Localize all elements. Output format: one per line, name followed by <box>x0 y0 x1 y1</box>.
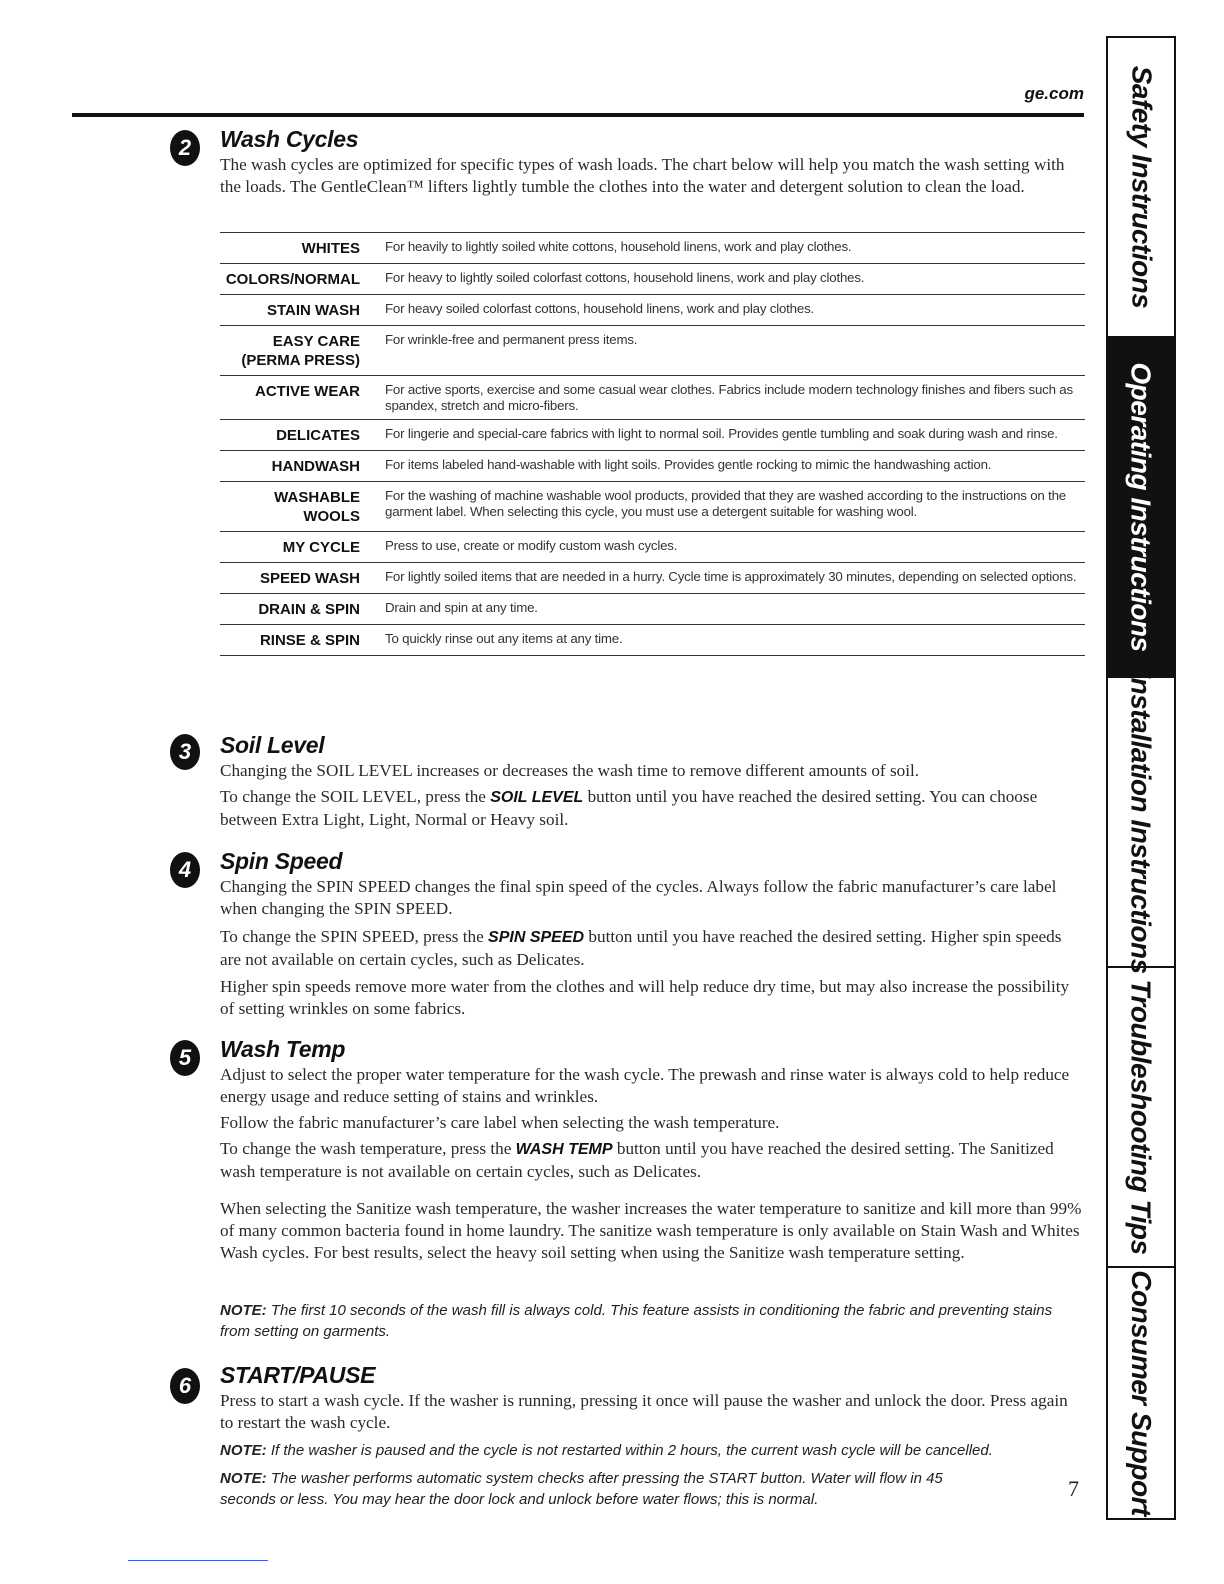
cycle-row <box>220 232 1085 263</box>
cycle-row <box>220 294 1085 325</box>
cycle-row <box>220 325 1085 375</box>
cycle-name: STAIN WASH <box>266 302 360 319</box>
cycle-row <box>220 263 1085 294</box>
cycle-description: For the washing of machine washable wool products, provided that they are washed according to the instructions on the garment label. When selecting this cycle, you must use a detergent suitable for washing wool. <box>385 488 1067 519</box>
cycle-name: HANDWASH <box>271 458 360 475</box>
site-url: ge.com <box>1024 84 1084 103</box>
cycle-description: For active sports, exercise and some casual wear clothes. Fabrics include modern technology finishes and fibers such as spandex, stretch and micro-fibers. <box>385 382 1073 413</box>
section-title: Soil Level <box>220 732 325 758</box>
paragraph: Follow the fabric manufacturer’s care label when selecting the wash temperature. <box>220 1113 780 1132</box>
section-number-badge: 4 <box>170 852 200 888</box>
cycle-description: Drain and spin at any time. <box>385 600 538 615</box>
section-title: START/PAUSE <box>220 1362 376 1388</box>
paragraph: When selecting the Sanitize wash temperature, the washer increases the water temperature to sanitize and kill more than 99% of many common bacteria found in home laundry. The sanitize wash temperature is only available on Stain Wash and Whites Wash cycles. For best results, select the heavy soil setting when using the Sanitize wash temperature setting. <box>220 1199 1082 1262</box>
cycle-description: For items labeled hand-washable with light soils. Provides gentle rocking to mimic the handwashing action. <box>385 457 992 472</box>
cycle-description: To quickly rinse out any items at any time. <box>385 631 623 646</box>
paragraph: To change the SOIL LEVEL, press the SOIL LEVEL button until you have reached the desired setting. You can choose between Extra Light, Light, Normal or Heavy soil. <box>220 787 1038 829</box>
cycle-name: RINSE & SPIN <box>259 632 360 649</box>
cycle-row <box>220 419 1085 450</box>
cycle-description: For heavy to lightly soiled colorfast cottons, household linens, work and play clothes. <box>385 270 865 285</box>
note-label: NOTE: <box>220 1302 267 1319</box>
button-name: SPIN SPEED <box>488 929 585 946</box>
paragraph: To change the SPIN SPEED, press the SPIN SPEED button until you have reached the desired setting. Higher spin speeds are not available on certain cycles, such as Delicates. <box>220 927 1062 969</box>
cycle-description: Press to use, create or modify custom wash cycles. <box>385 538 678 553</box>
tab-operating-instructions[interactable] <box>1108 338 1174 678</box>
cycle-description: For lingerie and special-care fabrics with light to normal soil. Provides gentle tumbling and soak during wash and rinse. <box>385 426 1058 441</box>
button-name: SOIL LEVEL <box>490 789 584 806</box>
button-name: WASH TEMP <box>515 1141 613 1158</box>
wash-cycles-table <box>220 232 1085 656</box>
section-number-badge: 6 <box>170 1368 200 1404</box>
header-rule <box>72 113 1084 117</box>
tab-label: Troubleshooting Tips <box>1126 979 1157 1255</box>
paragraph: Press to start a wash cycle. If the washer is running, pressing it once will pause the washer and unlock the door. Press again to restart the wash cycle. <box>220 1391 1068 1432</box>
section-title: Spin Speed <box>220 848 343 874</box>
section-title: Wash Temp <box>220 1036 346 1062</box>
tab-label: Operating Instructions <box>1126 362 1157 652</box>
cycle-name: COLORS/NORMAL <box>225 271 360 288</box>
cycle-name: ACTIVE WEAR <box>255 383 360 400</box>
paragraph: Changing the SOIL LEVEL increases or decreases the wash time to remove different amounts of soil. <box>220 761 920 780</box>
section-number-badge: 5 <box>170 1040 200 1076</box>
paragraph: To change the wash temperature, press the WASH TEMP button until you have reached the desired setting. The Sanitized wash temperature is not available on certain cycles, such as Delicates. <box>220 1139 1054 1181</box>
cycle-description: For heavy soiled colorfast cottons, household linens, work and play clothes. <box>385 301 815 316</box>
section-number-badge: 2 <box>170 130 200 166</box>
side-tab-bar <box>1106 36 1176 1520</box>
cycle-name: SPEED WASH <box>259 570 360 587</box>
cycle-name: MY CYCLE <box>282 539 360 556</box>
section-number-badge: 3 <box>170 734 200 770</box>
cycle-name: WASHABLE WOOLS <box>274 489 360 525</box>
cycle-row <box>220 531 1085 562</box>
cycle-row <box>220 562 1085 593</box>
note: NOTE: If the washer is paused and the cycle is not restarted within 2 hours, the current wash cycle will be cancelled. <box>220 1442 993 1459</box>
cycle-name: DELICATES <box>276 427 360 444</box>
cycle-row <box>220 593 1085 624</box>
cycle-name: DRAIN & SPIN <box>258 601 360 618</box>
cycle-description: For wrinkle-free and permanent press items. <box>385 332 638 347</box>
section-title: Wash Cycles <box>220 126 359 152</box>
section-intro: The wash cycles are optimized for specific types of wash loads. The chart below will help you match the wash setting with the loads. The GentleClean™ lifters lightly tumble the clothes into the water and detergent solution to clean the load. <box>220 155 1065 196</box>
cycle-name: WHITES <box>301 240 360 257</box>
tab-safety-instructions[interactable] <box>1108 38 1174 338</box>
tab-label: Installation Instructions <box>1126 670 1157 974</box>
page-number: 7 <box>1068 1476 1079 1501</box>
cycle-description: For lightly soiled items that are needed in a hurry. Cycle time is approximately 30 minutes, depending on selected options. <box>385 569 1077 584</box>
paragraph: Adjust to select the proper water temperature for the wash cycle. The prewash and rinse water is always cold to help reduce energy usage and reduce setting of stains and wrinkles. <box>220 1065 1070 1106</box>
note-label: NOTE: <box>220 1470 267 1487</box>
paragraph: Higher spin speeds remove more water from the clothes and will help reduce dry time, but may also increase the possibility of setting wrinkles on some fabrics. <box>220 977 1070 1018</box>
tab-troubleshooting-tips[interactable] <box>1108 968 1174 1268</box>
tab-installation-instructions[interactable] <box>1108 670 1174 974</box>
note: NOTE: The washer performs automatic system checks after pressing the START button. Water will flow in 45 seconds or less. You may hear the door lock and unlock before water flows; this is normal. <box>220 1470 943 1508</box>
cycle-row <box>220 375 1085 419</box>
paragraph: Changing the SPIN SPEED changes the final spin speed of the cycles. Always follow the fabric manufacturer’s care label when changing the SPIN SPEED. <box>220 877 1057 918</box>
cycle-row <box>220 450 1085 481</box>
footer-line <box>128 1560 268 1561</box>
cycle-name: EASY CARE (PERMA PRESS) <box>241 333 360 369</box>
note: NOTE: The first 10 seconds of the wash fill is always cold. This feature assists in conditioning the fabric and preventing stains from setting on garments. <box>220 1302 1053 1340</box>
cycle-row <box>220 624 1085 656</box>
note-label: NOTE: <box>220 1442 267 1459</box>
tab-label: Consumer Support <box>1126 1270 1157 1516</box>
tab-consumer-support[interactable] <box>1108 1268 1174 1518</box>
cycle-description: For heavily to lightly soiled white cottons, household linens, work and play clothes. <box>385 239 852 254</box>
tab-label: Safety Instructions <box>1126 65 1157 309</box>
cycle-row <box>220 481 1085 531</box>
